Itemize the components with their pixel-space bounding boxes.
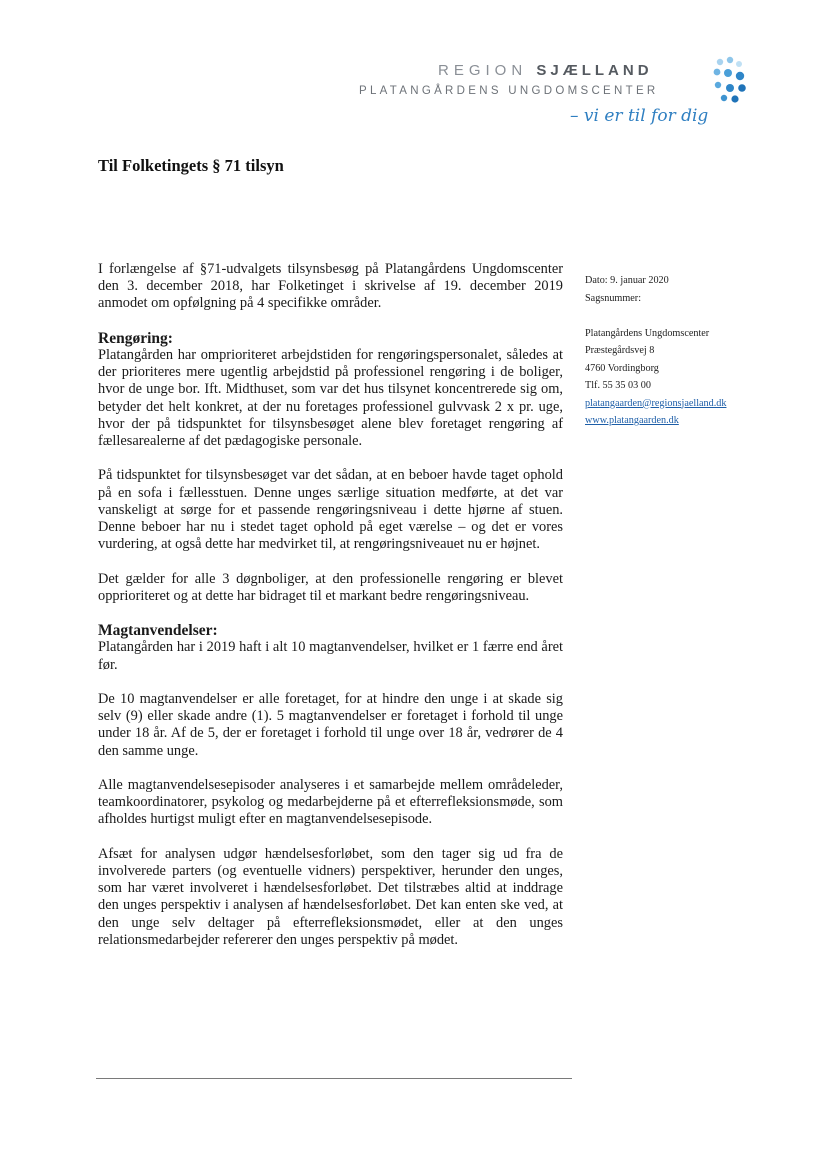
logo-region-light: REGION (438, 62, 528, 79)
section-heading-restraint: Magtanvendelser: (98, 622, 218, 640)
phone-line: Tlf. 55 35 03 00 (585, 380, 651, 391)
date-line: Dato: 9. januar 2020 (585, 275, 669, 286)
restraint-paragraph-1: Platangården har i 2019 haft i alt 10 magtanvendelser, hvilket er 1 færre end året før. (98, 639, 563, 673)
document-title: Til Folketingets § 71 tilsyn (98, 156, 284, 175)
section-heading-cleaning: Rengøring: (98, 329, 173, 347)
restraint-paragraph-2: De 10 magtanvendelser er alle foretaget, for at hindre den unge i at skade sig selv (9) eller skade andre (1). 5 magtanvendelser er foretaget i forhold til unge under 18 år. Af de 5, der er foretaget i forhold til unge over 18 år, vedrører de 4 den samme unge. (98, 691, 563, 759)
letter-body (98, 261, 563, 966)
logo-tagline: – vi er til for dig (570, 106, 709, 126)
case-number-line: Sagsnummer: (585, 292, 642, 304)
org-name: Platangårdens Ungdomscenter (585, 327, 710, 339)
restraint-paragraph-4: Afsæt for analysen udgør hændelsesforløbet, som den tager sig ud fra de involverede parters (og eventuelle vidners) perspektiver, herunder den unges, som har været involveret i hændelsesforløbet. Det tilstræbes altid at inddrage den unges perspektiv i analysen af hændelsesforløbet. Det kan enten ske ved, at den unge selv deltager på efterrefleksionsmødet, eller at den unges relationsmedarbejder refererer den unges perspektiv på mødet. (98, 845, 563, 948)
cleaning-paragraph-3: Det gælder for alle 3 døgnboliger, at den professionelle rengøring er blevet opprioriteret og at dette har bidraget til et markant bedre rengøringsniveau. (98, 570, 563, 604)
cleaning-paragraph-1: Platangården har omprioriteret arbejdstiden for rengøringspersonalet, således at der prioriteres mere ugentlig arbejdstid på professionel rengøring i de boliger, hvor de unge bor. Ift. Midthuset, som var det hus tilsynet koncentrerede sig om, betyder det helt konkret, at der nu foretages professionel gulvvask 2 x pr. uge, hvor der på tidspunktet for tilsynsbesøget alene blev foretaget rengøring af fællesarealerne af det pædagogiske personale. (98, 347, 563, 450)
logo-region-wordmark (438, 62, 653, 79)
email-link[interactable]: platangaarden@regionsjaelland.dk (585, 397, 727, 409)
logo-dots-icon (706, 52, 756, 112)
restraint-paragraph-3: Alle magtanvendelsesepisoder analyseres i et samarbejde mellem områdeleder, teamkoordinatorer, psykolog og medarbejderne på et efterrefleksionsmøde, som afholdes hurtigst muligt efter en magtanvendelsesepisode. (98, 777, 563, 828)
intro-paragraph: I forlængelse af §71-udvalgets tilsynsbesøg på Platangårdens Ungdomscenter den 3. december 2018, har Folketinget i skrivelse af 19. december 2019 anmodet om opfølgning på 4 specifikke områder. (98, 261, 563, 312)
logo-region-strong: SJÆLLAND (536, 62, 653, 79)
cleaning-paragraph-2: På tidspunktet for tilsynsbesøget var det sådan, at en beboer havde taget ophold på en sofa i fællesstuen. Denne unges særlige situation medførte, at det var vanskeligt at sørge for et passende rengøringsniveau i dette hjørne af stuen. Denne beboer har nu i stedet taget ophold på eget værelse – og det er vores vurdering, at også dette har medvirket til, at rengøringsniveauet nu er højnet. (98, 467, 563, 553)
logo-subtitle: PLATANGÅRDENS UNGDOMSCENTER (359, 85, 659, 97)
sender-info (585, 272, 800, 430)
street-address: Præstegårdsvej 8 (585, 345, 655, 356)
city-line: 4760 Vordingborg (585, 362, 659, 374)
website-link[interactable]: www.platangaarden.dk (585, 415, 679, 426)
footer-divider (96, 1078, 572, 1079)
